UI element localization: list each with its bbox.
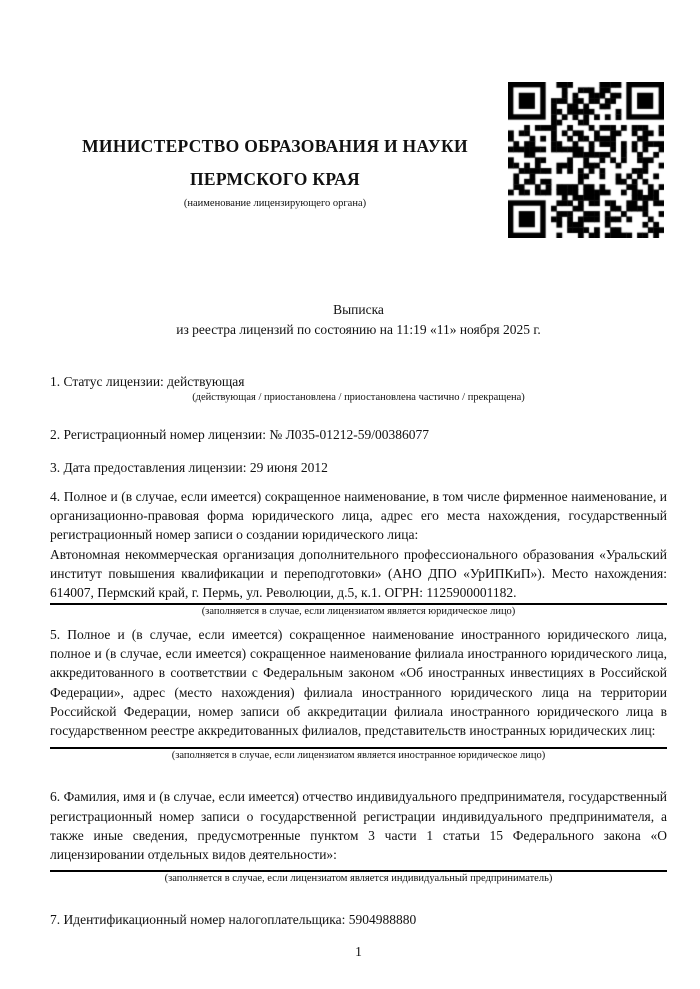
item-6-blank-field xyxy=(50,865,667,872)
ministry-name-line1: МИНИСТЕРСТВО ОБРАЗОВАНИЯ И НАУКИ xyxy=(82,136,468,156)
item-4-legal-entity xyxy=(50,487,667,618)
item-4-filled-block xyxy=(50,487,667,605)
item-1-text: 1. Статус лицензии: действующая xyxy=(50,374,245,389)
item-7-taxpayer-number: 7. Идентификационный номер налогоплательщика: 5904988880 xyxy=(50,911,417,927)
qr-code-icon xyxy=(508,82,664,238)
ministry-name-line2: ПЕРМСКОГО КРАЯ xyxy=(190,169,360,189)
item-6-label: 6. Фамилия, имя и (в случае, если имеется) отчество индивидуального предпринимателя, государственный регистрационный номер записи о государственной регистрации индивидуального предпринимателя, а также иные сведения, предусмотренные пунктом 3 части 1 статьи 15 Федерального закона «О лицензировании отдельных видов деятельности»: xyxy=(50,789,667,863)
item-1-caption: (действующая / приостановлена / приостановлена частично / прекращена) xyxy=(192,392,525,404)
item-5-blank-field xyxy=(50,740,667,749)
item-6-individual-entrepreneur xyxy=(50,787,667,884)
document-body xyxy=(50,300,667,961)
ministry-caption: (наименование лицензирующего органа) xyxy=(183,198,367,209)
item-4-value: Автономная некоммерческая организация дополнительного профессионального образования «Уральский институт повышения квалификации и переподготовки» (АНО ДПО «УрИПКиП»). Место нахождения: 614007, Пермский край, г. Пермь, ул. Революции, д.5, к.1. ОГРН: 1125900001182. xyxy=(50,546,667,601)
page-number: 1 xyxy=(355,943,362,959)
item-5-caption: (заполняется в случае, если лицензиатом является иностранное юридическое лицо) xyxy=(171,750,546,762)
document-title-line1: Выписка xyxy=(333,302,384,317)
licensing-authority-header xyxy=(55,130,495,211)
item-5-foreign-entity xyxy=(50,625,667,763)
item-2-registration-number: 2. Регистрационный номер лицензии: № Л035-01212-59/00386077 xyxy=(50,427,430,443)
item-3-grant-date: 3. Дата предоставления лицензии: 29 июня 2012 xyxy=(50,459,328,475)
document-title xyxy=(50,300,667,340)
item-6-caption: (заполняется в случае, если лицензиатом является индивидуальный предприниматель) xyxy=(164,872,553,884)
item-4-caption: (заполняется в случае, если лицензиатом является юридическое лицо) xyxy=(201,605,516,617)
document-title-line2: из реестра лицензий по состоянию на 11:19 «11» ноября 2025 г. xyxy=(176,322,541,337)
item-4-label: 4. Полное и (в случае, если имеется) сокращенное наименование, в том числе фирменное наименование, и организационно-правовая форма юридического лица, адрес его места нахождения, государственный регистрационный номер записи о создании юридического лица: xyxy=(50,488,667,543)
item-1-license-status xyxy=(50,372,667,404)
item-5-label: 5. Полное и (в случае, если имеется) сокращенное наименование иностранного юридического лица, полное и (в случае, если имеется) сокращенное наименование филиала иностранного юридического лица, аккредитованного в соответствии с Федеральным законом «Об иностранных инвестициях в Российской Федерации», адрес (место нахождения) филиала иностранного юридического лица на территории Российской Федерации, номер записи об аккредитации филиала иностранного юридического лица в государственном реестре аккредитованных филиалов, представительств иностранных юридических лиц: xyxy=(50,626,667,739)
